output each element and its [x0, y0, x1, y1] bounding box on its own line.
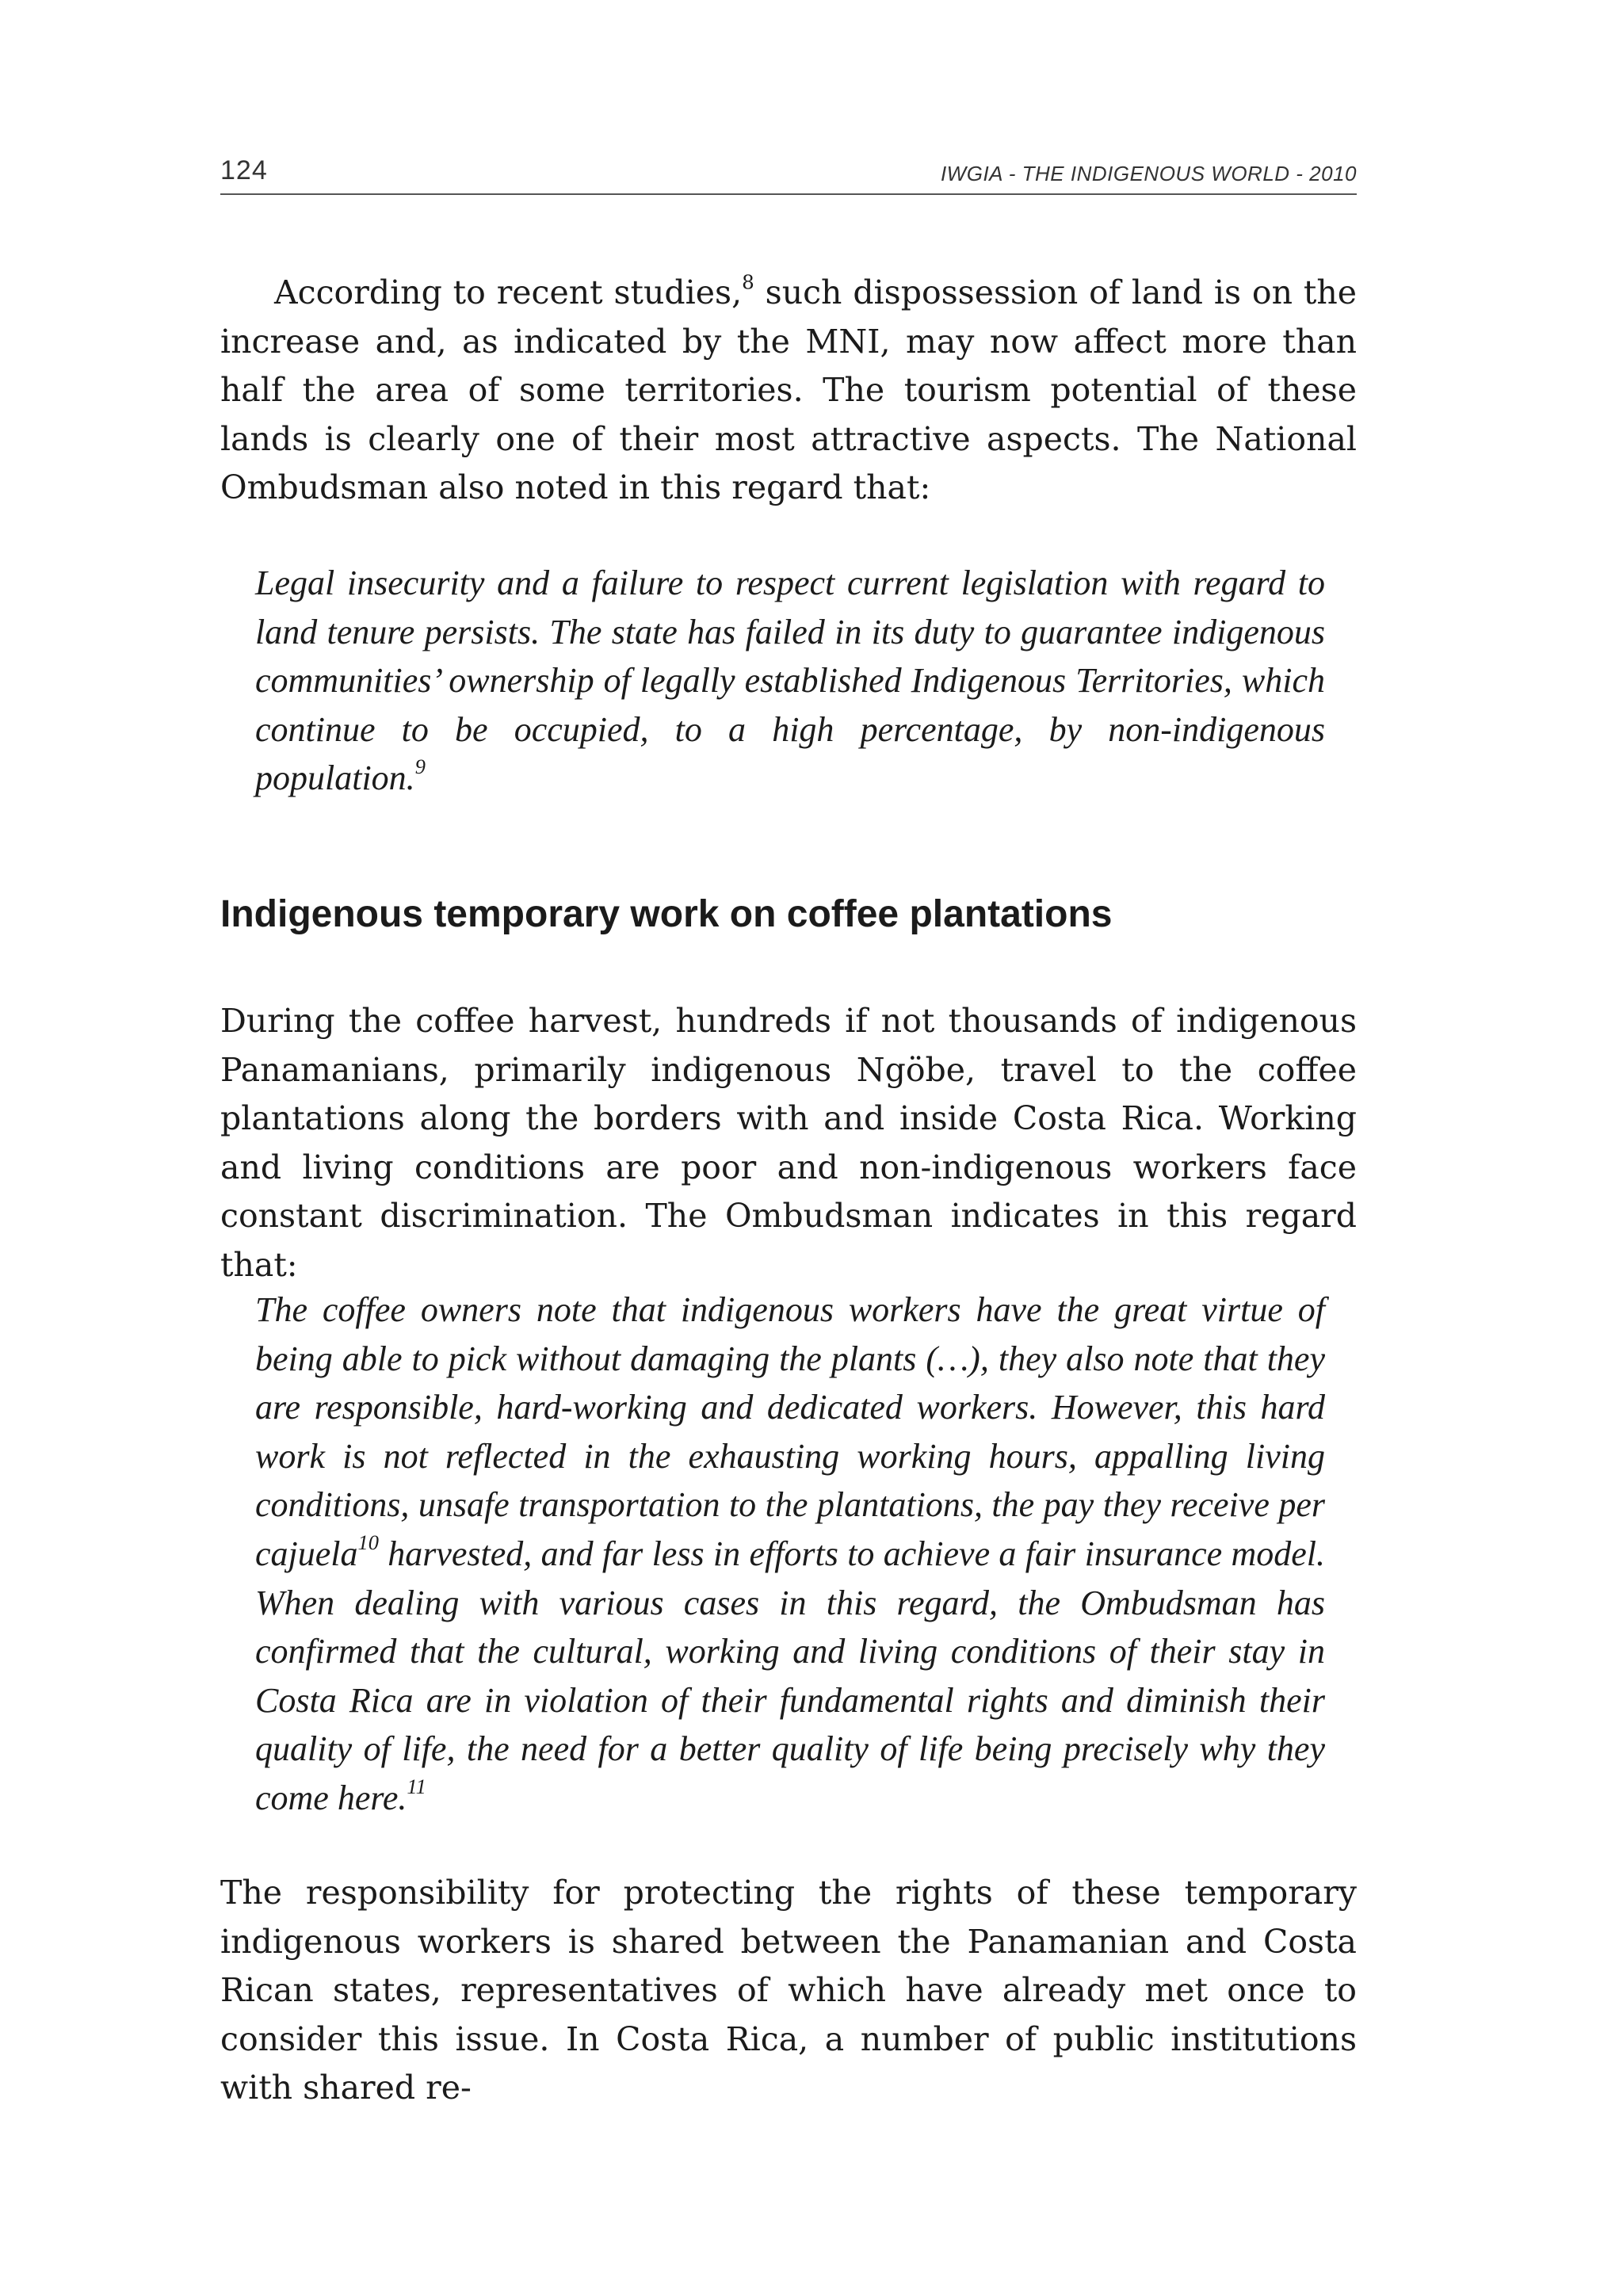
footnote-ref-8: 8 — [742, 270, 754, 294]
publication-title: IWGIA - THE INDIGENOUS WORLD - 2010 — [940, 162, 1357, 185]
block-quote-1 — [255, 559, 1325, 803]
paragraph-1-text-a: According to recent studies, — [274, 273, 743, 311]
quote-2-text-a: The coffee owners note that indigenous workers have the great virtue of being able to pick without damaging the plants (…), they also note that they are responsible, hard-working and dedicated workers. However, this hard work is not reflected in the exhausting working hours, appalling living conditions, unsafe transportation to the plantations, the pay they receive per cajuela — [255, 1290, 1325, 1573]
footnote-ref-9: 9 — [414, 755, 426, 779]
page-number: 124 — [220, 155, 268, 185]
body-paragraph-2: During the coffee harvest, hundreds if not thousands of indigenous Panamanians, primarily indigenous Ngöbe, travel to the coffee plantations along the borders with and inside Costa Rica. Working and living conditions are poor and non-indigenous workers face constant discrimination. The Ombudsman indicates in this regard that: — [220, 1002, 1357, 1284]
body-paragraph-1 — [220, 269, 1357, 513]
footnote-ref-11: 11 — [407, 1775, 426, 1799]
quote-1-text: Legal insecurity and a failure to respect current legislation with regard to land tenure persists. The state has failed in its duty to guarantee indigenous communities’ ownership of legally established Indigenous Territories, which continue to be occupied, to a high percentage, by non-indigenous population. — [255, 563, 1325, 798]
section-heading: Indigenous temporary work on coffee plantations — [220, 893, 1113, 935]
quote-2-text-b: harvested, and far less in efforts to achieve a fair insurance model. When dealing with various cases in this regard, the Ombudsman has confirmed that the cultural, working and living conditions of their stay in Costa Rica are in violation of their fundamental rights and diminish their quality of life, the need for a better quality of life being precisely why they come here. — [255, 1534, 1325, 1817]
running-header — [220, 152, 1357, 195]
footnote-ref-10: 10 — [357, 1530, 379, 1555]
block-quote-2 — [255, 1286, 1325, 1823]
body-paragraph-3: The responsibility for protecting the rights of these temporary indigenous workers is shared between the Panamanian and Costa Rican states, representatives of which have already met once to consider this issue. In Costa Rica, a number of public institutions with shared re- — [220, 1874, 1357, 2107]
paragraph-1-text-b: such dispossession of land is on the increase and, as indicated by the MNI, may now affect more than half the area of some territories. The tourism potential of these lands is clearly one of their most attractive aspects. The National Ombudsman also noted in this regard that: — [220, 273, 1357, 506]
